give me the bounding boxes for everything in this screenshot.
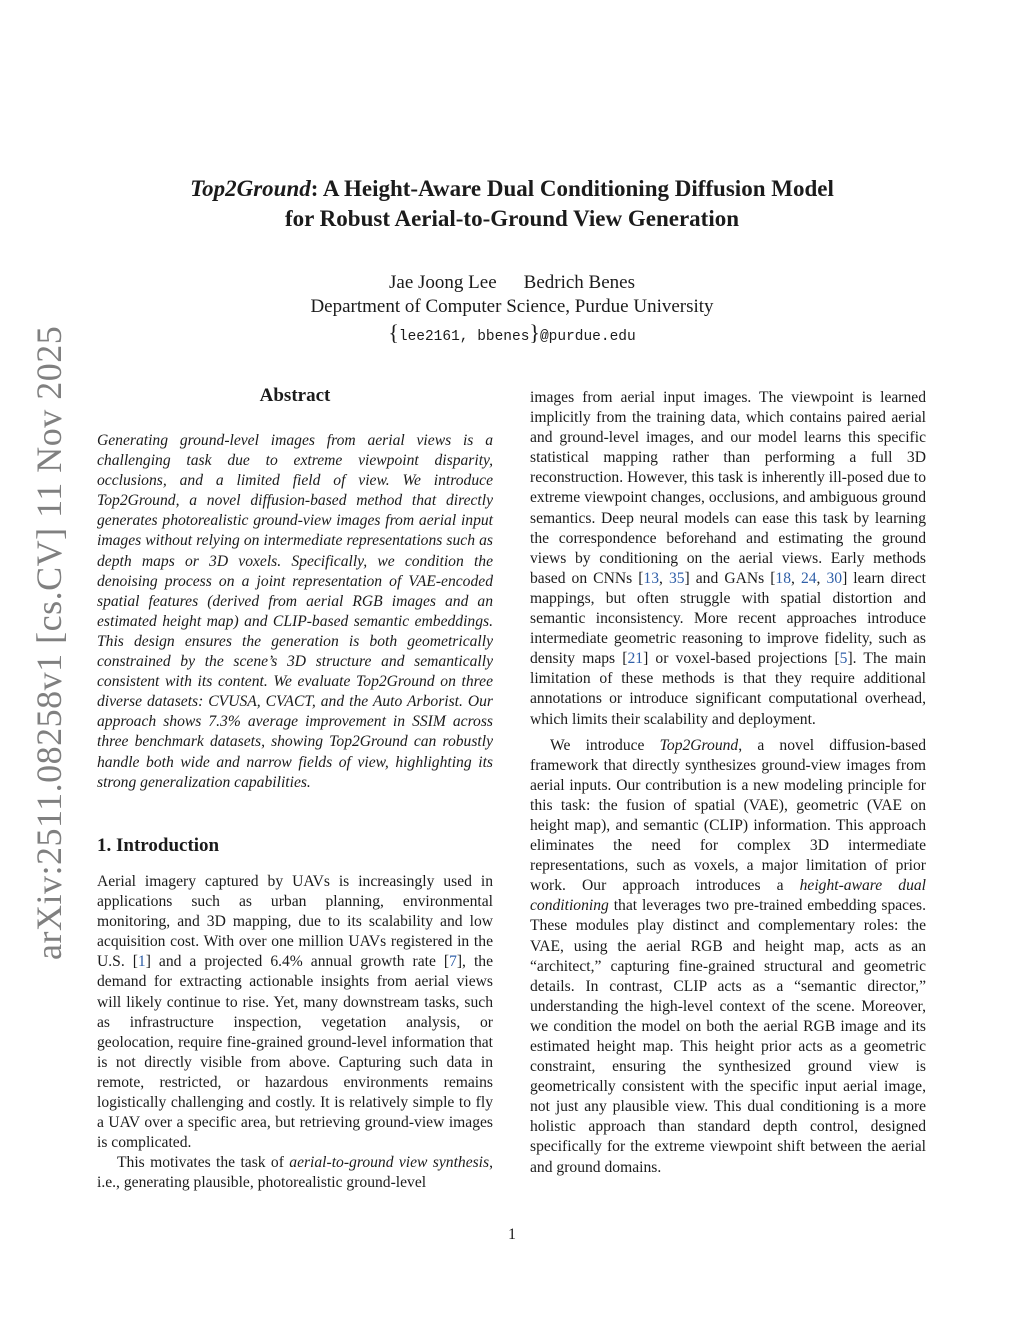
text-span: We introduce [550, 736, 660, 754]
section-heading: 1. Introduction [97, 835, 220, 856]
text-span: ] or voxel-based projections [ [643, 650, 840, 668]
text-span: ], the demand for extracting actionable insights from aerial views will likely continue to rise. Yet, many downstream tasks, such as infrastructure inspection, vegetation analysis, or geolocation, require fine-grained ground-level information that is not directly visible from above. Capturing such data in remote, restricted, or hazardous environments remains logistically challenging and costly. It is relatively simple to fly a UAV over a specific area, but retrieving ground-view images is complicated. [97, 953, 493, 1152]
abstract-body: Generating ground-level images from aerial views is a challenging task due to extreme viewpoint disparity, occlusions, and a limited field of view. We introduce Top2Ground, a novel diffusion-based method that directly generates photorealistic ground-view images from aerial input images without relying on intermediate representations such as depth maps or 3D voxels. Specifically, we condition the denoising process on a joint representation of VAE-encoded spatial features (derived from aerial RGB images and an estimated height map) and CLIP-based semantic embeddings. This design ensures the generation is both geometrically constrained by the scene’s 3D structure and semantically consistent with its content. We evaluate Top2Ground on three diverse datasets: CVUSA, CVACT, and the Auto Arborist. Our approach shows 7.3% average improvement in SSIM across three benchmark datasets, showing Top2Ground can robustly handle both wide and narrow fields of view, highlighting its strong generalization capabilities. [97, 432, 493, 791]
text-span: This motivates the task of [117, 1154, 290, 1172]
affiliation: Department of Computer Science, Purdue University [310, 296, 714, 317]
authors [0, 272, 1024, 294]
intro-paragraph-3 [530, 388, 926, 730]
citation-link[interactable]: 30 [826, 569, 843, 587]
email-brace-close: } [529, 320, 540, 345]
emphasis-text: aerial-to-ground view synthesis [289, 1154, 490, 1172]
email-brace-open: { [388, 320, 399, 345]
text-span: Aerial imagery captured by UAVs is increasingly used in applications such as urban planning, environmental monitoring, and 3D mapping, due to its scalability and low acquisition cost. With over one million UAVs registered in the U.S. [ [97, 873, 493, 971]
citation-link[interactable]: 1 [137, 953, 146, 971]
email [0, 320, 1024, 346]
abstract-heading: Abstract [259, 385, 331, 406]
intro-paragraph-4 [530, 736, 926, 1178]
intro-paragraph-2 [97, 1153, 493, 1193]
text-span: , a novel diffusion-based framework that directly synthesizes ground-view images from aerial inputs. Our contribution is a new modeling principle for this task: the fusion of spatial (VAE), geometric (VAE on height map), and semantic (CLIP) information. This approach eliminates the need for complex 3D intermediate representations, such as voxels, a major limitation of prior work. Our approach introduces a [530, 736, 926, 895]
intro-paragraph-1 [97, 872, 493, 1153]
paper-title [0, 174, 1024, 204]
citation-link[interactable]: 7 [449, 953, 457, 971]
author-name: Jae Joong Lee [389, 272, 497, 293]
emphasis-text: Top2Ground [659, 736, 739, 754]
intro-left-column [97, 872, 493, 1194]
email-domain: @purdue.edu [539, 329, 636, 345]
citation-link[interactable]: 24 [800, 569, 817, 587]
text-span: ] and GANs [ [684, 569, 776, 587]
title-line1-rest: : A Height-Aware Dual Conditioning Diffusion Model [310, 176, 834, 201]
text-span: ] and a projected 6.4% annual growth rate [ [145, 953, 450, 971]
text-span: that leverages two pre-trained embedding spaces. These modules play distinct and complementary roles: the VAE, using the aerial RGB and height map, acts as an “architect,” capturing fine-grained structural and geometric details. In contrast, CLIP acts as a “semantic director,” understanding the high-level context of the scene. Moreover, we condition the model on both the aerial RGB image and its estimated height map. This height prior acts as a geometric constraint, ensuring the synthesized ground view is geometrically consistent with the specific input aerial image, not just any plausible view. This dual conditioning is a more holistic approach than standard depth control, designed specifically for the extreme viewpoint shift between the aerial and ground domains. [530, 897, 926, 1176]
text-span: , i.e., generating plausible, photorealistic ground-level [97, 1154, 493, 1192]
page-number: 1 [508, 1226, 516, 1243]
intro-right-column [530, 388, 926, 1178]
email-users: lee2161, bbenes [398, 329, 530, 345]
text-span: , [791, 569, 801, 587]
arxiv-stamp: arXiv:2511.08258v1 [cs.CV] 11 Nov 2025 [29, 325, 69, 960]
emphasis-text: height-aware dual conditioning [530, 877, 927, 915]
citation-link[interactable]: 21 [627, 650, 644, 668]
citation-link[interactable]: 5 [839, 650, 848, 668]
citation-link[interactable]: 13 [643, 569, 659, 587]
text-span: ]. The main limitation of these methods is that they require additional annotations or introduce significant computational overhead, which limits their scalability and deployment. [530, 650, 927, 728]
citation-link[interactable]: 35 [668, 569, 685, 587]
text-span: images from aerial input images. The viewpoint is learned implicitly from the training data, which contains paired aerial and ground-level images, and our model learns this specific statistical mapping rather than performing a full 3D reconstruction. However, this task is inherently ill-posed due to extreme viewpoint changes, occlusions, and ambiguous ground semantics. Deep neural models can ease this task by learning the correspondence beforehand and estimating the ground views by conditioning on the aerial views. Early methods based on CNNs [ [530, 389, 926, 587]
paper-title-line2: for Robust Aerial-to-Ground View Generation [284, 206, 740, 231]
text-span: , [816, 569, 827, 587]
text-span: , [659, 569, 669, 587]
text-span: ] learn direct mappings, but often struggle with spatial distortion and semantic inconsistency. More recent approaches introduce intermediate geometric reasoning to improve fidelity, such as density maps [ [530, 569, 926, 668]
author-name: Bedrich Benes [523, 272, 635, 293]
title-model-name: Top2Ground [190, 176, 311, 201]
citation-link[interactable]: 18 [775, 569, 791, 587]
